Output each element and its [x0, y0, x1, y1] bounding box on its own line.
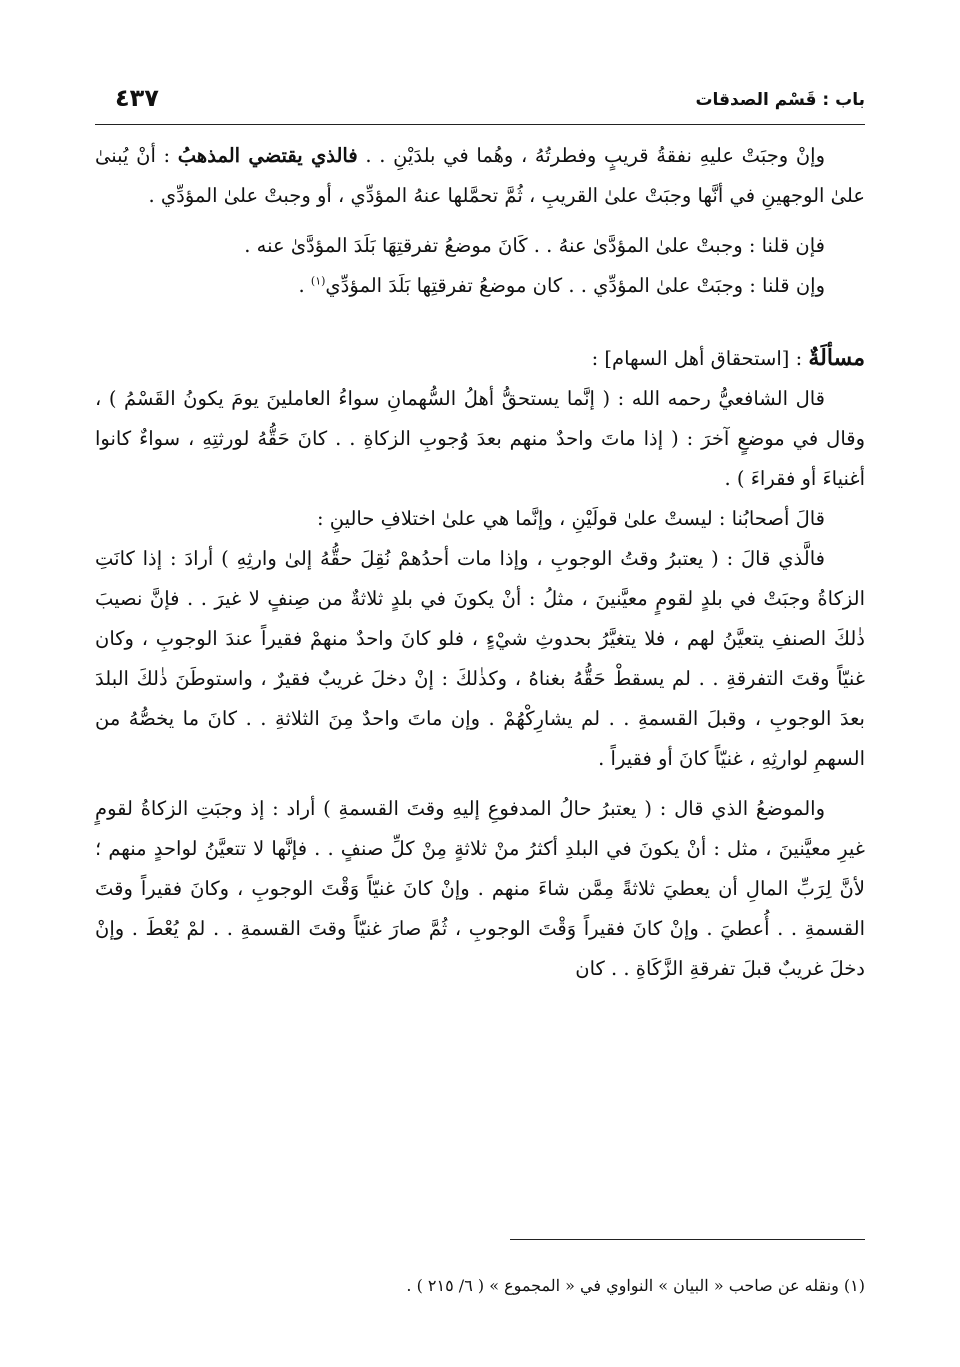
question-title: : [استحقاق أهل السهام] :	[591, 347, 809, 370]
paragraph-5: قالَ أصحابُنا : ليستْ علىٰ قولَيْنِ ، وإنَّما هي علىٰ اختلافِ حالينِ :	[316, 507, 825, 530]
footnote-text: ونقله عن صاحب « البيان » النواوي في « المجموع » ( ٦/ ٢١٥ ) .	[406, 1276, 839, 1295]
footnote	[95, 1272, 865, 1300]
paragraph-gap	[95, 216, 865, 226]
paragraph-1-text: وإنْ وجبَتْ عليهِ نفقةُ قريبٍ وفطرتُهُ ، وهُما في بلدَيْنِ . .	[357, 144, 826, 167]
paragraph-3-text: وإن قلنا : وجبَتْ علىٰ المؤدِّي . . كان موضعُ تفرقتِها بَلَدَ المؤدِّي	[325, 274, 825, 297]
page-header	[95, 84, 865, 125]
paragraph-1-rest: : أنْ يُبنىٰ علىٰ الوجهينِ في أنَّها وجبَتْ علىٰ القريبِ ، ثُمَّ تحمَّلها عنهُ المؤدِّي ، أو وجبتْ علىٰ المؤدِّي .	[95, 144, 865, 207]
paragraph-4: قال الشافعيُّ رحمه الله : ( إنَّما يستحقُّ أهلُ السُّهمانِ سواءُ العاملينَ يومَ يكونُ القَسْمُ ) ، وقال في موضعٍ آخرَ : ( إذا ماتَ واحدٌ منهم بعدَ وُجوبِ الزكاةِ . . كانَ حَقُّهُ لورثتِهِ ، سواءٌ كانوا أغنياءَ أو فقراءَ ) .	[95, 387, 865, 490]
main-text	[95, 136, 865, 989]
footnote-separator	[510, 1239, 865, 1240]
paragraph-gap	[95, 779, 865, 789]
paragraph-1	[95, 136, 865, 216]
paragraph-7: والموضعُ الذي قال : ( يعتبرُ حالُ المدفوعِ إليهِ وقتَ القسمةِ ) أراد : إذ وجبَتِ الزكاةُ لقومٍ غيرِ معيَّنينَ ، مثل : أنْ يكونَ في البلدِ أكثرُ منْ ثلاثةٍ مِنْ كلِّ صنفٍ . . فإنَّها لا تتعيَّنُ لواحدٍ منهم ؛ لأنَّ لِرَبِّ المالِ أن يعطيَ ثلاثةً مِمَّن شاءَ منهم . وإنْ كانَ غنيّاً وَقْتَ الوجوبِ ، وكانَ فقيراً وقتَ القسمةِ . . أُعطيَ . وإنْ كانَ فقيراً وَقْتَ الوجوبِ ، ثُمَّ صارَ غنيّاً وقتَ القسمةِ . . لمْ يُعْطَ . وإنْ دخلَ غريبٌ قبلَ تفرقةِ الزَّكَاةِ . . كان	[95, 797, 865, 980]
question-heading	[95, 338, 865, 379]
paragraph-3	[95, 266, 865, 306]
paragraph-1-bold-phrase: فالذي يقتضي المذهبُ	[177, 144, 358, 167]
paragraph-2: فإن قلنا : وجبتْ علىٰ المؤدَّىٰ عنهُ . . كَانَ موضعُ تفرقتِهَا بَلَدَ المؤدَّىٰ عنه .	[244, 234, 825, 257]
paragraph-3-end: .	[298, 274, 311, 297]
question-label: مسألَةٌ	[808, 345, 865, 371]
footnote-number: (١)	[843, 1276, 865, 1295]
footnote-reference: (١)	[310, 274, 326, 288]
running-title: باب : قَسْم الصدقات	[695, 90, 865, 110]
section-gap	[95, 306, 865, 338]
page-number: ٤٣٧	[115, 84, 159, 112]
paragraph-6: فالَّذي قالَ : ( يعتبرُ وقتُ الوجوبِ ، وإذا مات أحدُهمْ نُقِلَ حقُّهُ إلىٰ وارثِهِ ) أرادَ : إذا كانَتِ الزكاةُ وجبَتْ في بلدٍ لقومٍ معيَّنينَ ، مثلُ : أنْ يكونَ في بلدٍ ثلاثةٌ من صِنفٍ لا غيرَ . . فإنَّ نصيبَ ذٰلكَ الصنفِ يتعيَّنُ لهم ، فلا يتغيَّرُ بحدوثِ شيْءٍ ، فلو كانَ واحدٌ منهمْ فقيراً عندَ الوجوبِ ، وكان غنيّاً وقتَ التفرقةِ . . لم يسقطْ حَقُّهُ بغناهُ ، وكذٰلكَ : إنْ دخلَ غريبٌ فقيرٌ ، واستوطَنَ ذٰلكَ البلدَ بعدَ الوجوبِ ، وقبلَ القسمةِ . . لم يشارِكْهُمْ . وإن ماتَ واحدٌ مِنَ الثلاثةِ . . كانَ ما يخصُّهُ من السهمِ لوارثِهِ ، غنيّاً كانَ أو فقيراً .	[95, 547, 865, 770]
